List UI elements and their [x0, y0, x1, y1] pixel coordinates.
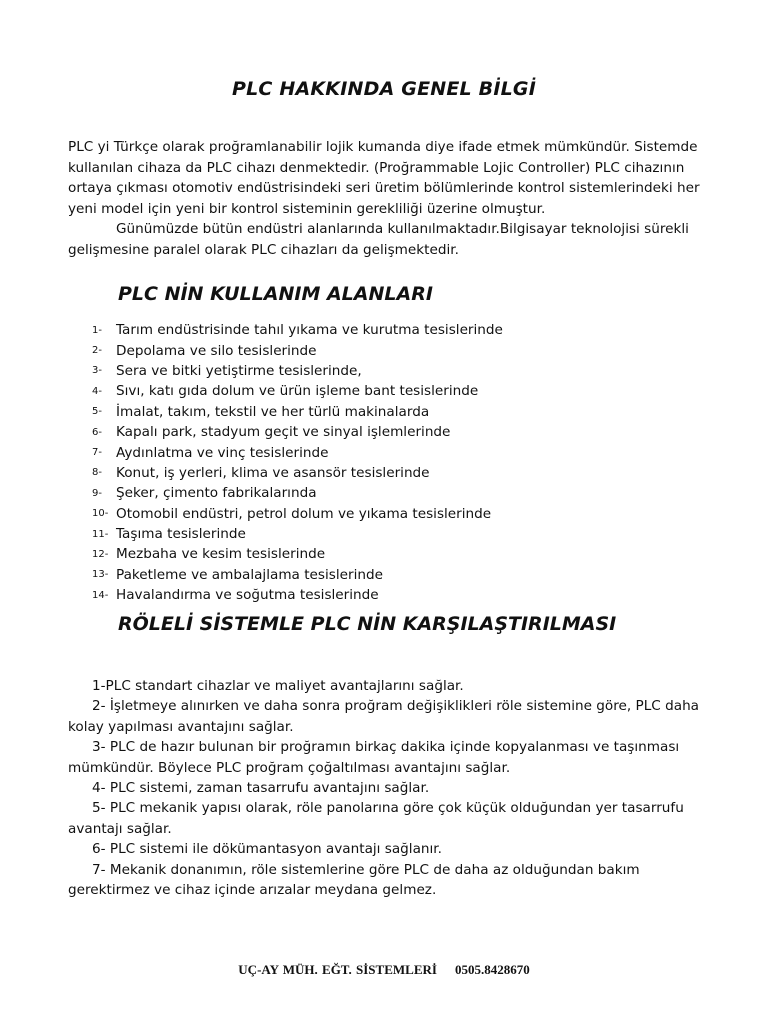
usage-item-number: 11-: [92, 528, 109, 540]
comparison-item: 3- PLC de hazır bulunan bir proğramın birkaç dakika içinde kopyalanması ve taşınması mümkündür. Böylece PLC proğram çoğaltılması avantajını sağlar.: [68, 739, 680, 776]
usage-list-item: [92, 524, 652, 544]
usage-item-text: Aydınlatma ve vinç tesislerinde: [116, 444, 329, 461]
usage-item-number: 3-: [92, 365, 102, 377]
comparison-heading: RÖLELİ SİSTEMLE PLC NİN KARŞILAŞTIRILMASI: [118, 613, 617, 635]
usage-item-text: Depolama ve silo tesislerinde: [116, 342, 317, 359]
usage-list-item: [92, 463, 652, 483]
usage-item-number: 13-: [92, 569, 109, 581]
usage-list-item: [92, 504, 652, 524]
usage-list-item: [92, 361, 652, 381]
usage-item-number: 12-: [92, 548, 109, 560]
comparison-item: 4- PLC sistemi, zaman tasarrufu avantajını sağlar.: [92, 780, 430, 797]
usage-list-item: [92, 544, 652, 564]
usage-list-item: [92, 483, 652, 503]
usage-item-text: Taşıma tesislerinde: [116, 526, 246, 543]
usage-list-item: [92, 442, 652, 462]
comparison-item: 7- Mekanik donanımın, röle sistemlerine göre PLC de daha az olduğundan bakım gerektirmez ve cihaz içinde arızalar meydana gelmez.: [68, 861, 640, 899]
intro-paragraph-1: PLC yi Türkçe olarak proğramlanabilir lojik kumanda diye ifade etmek mümkündür. Sistemde kullanılan cihaza da PLC cihazı denmektedir. (Proğrammable Lojic Controller) PLC cihazının ortaya çıkması otomotiv endüstrisindeki seri üretim bölümlerinde kontrol sistemlerindeki her yeni model için yeni bir kontrol sisteminin gerekliliği üzerine olmuştur.: [68, 139, 700, 217]
usage-item-number: 2-: [92, 345, 102, 357]
usage-list-item: [92, 320, 652, 340]
comparison-item: 2- İşletmeye alınırken ve daha sonra proğram değişiklikleri röle sistemine göre, PLC daha kolay yapılması avantajını sağlar.: [68, 698, 700, 735]
footer-phone: 0505.8428670: [454, 962, 530, 977]
intro-paragraph-2: Günümüzde bütün endüstri alanlarında kullanılmaktadır.Bilgisayar teknolojisi sürekli gelişmesine paralel olarak PLC cihazları da gelişmektedir.: [68, 221, 689, 258]
usage-item-text: Sera ve bitki yetiştirme tesislerinde,: [116, 362, 362, 379]
footer: [0, 962, 768, 978]
usage-list: [92, 320, 652, 605]
comparison-item: 1-PLC standart cihazlar ve maliyet avantajlarını sağlar.: [92, 678, 464, 694]
page-title: PLC HAKKINDA GENEL BİLGİ: [231, 78, 536, 100]
usage-item-text: Paketleme ve ambalajlama tesislerinde: [116, 566, 383, 583]
usage-list-item: [92, 422, 652, 442]
usage-item-text: Otomobil endüstri, petrol dolum ve yıkama tesislerinde: [116, 505, 492, 522]
usage-list-item: [92, 565, 652, 585]
usage-list-item: [92, 340, 652, 360]
comparison-list: [68, 676, 708, 900]
usage-item-text: Şeker, çimento fabrikalarında: [116, 485, 317, 502]
usage-item-number: 14-: [92, 589, 109, 601]
usage-item-number: 6-: [92, 426, 102, 438]
usage-list-item: [92, 585, 652, 605]
usage-item-number: 1-: [92, 324, 102, 336]
usage-item-number: 10-: [92, 508, 109, 520]
footer-company: UÇ-AY MÜH. EĞT. SİSTEMLERİ: [238, 962, 437, 977]
usage-item-text: Konut, iş yerleri, klima ve asansör tesislerinde: [116, 464, 430, 481]
usage-item-text: Havalandırma ve soğutma tesislerinde: [116, 587, 379, 604]
usage-item-text: Sıvı, katı gıda dolum ve ürün işleme bant tesislerinde: [116, 383, 479, 400]
usage-item-text: İmalat, takım, tekstil ve her türlü makinalarda: [116, 403, 430, 420]
comparison-item: 5- PLC mekanik yapısı olarak, röle panolarına göre çok küçük olduğundan yer tasarrufu avantajı sağlar.: [68, 800, 684, 837]
comparison-item: 6- PLC sistemi ile dökümantasyon avantajı sağlanır.: [92, 841, 442, 858]
intro-section: [68, 137, 708, 261]
usage-item-text: Mezbaha ve kesim tesislerinde: [116, 546, 326, 563]
usage-item-number: 9-: [92, 487, 102, 499]
usage-item-number: 4-: [92, 385, 102, 397]
usage-heading: PLC NİN KULLANIM ALANLARI: [118, 283, 433, 305]
usage-item-number: 5-: [92, 406, 102, 418]
usage-item-number: 8-: [92, 467, 102, 479]
usage-list-item: [92, 402, 652, 422]
usage-item-number: 7-: [92, 447, 102, 459]
usage-item-text: Tarım endüstrisinde tahıl yıkama ve kurutma tesislerinde: [116, 322, 503, 339]
usage-list-item: [92, 381, 652, 401]
usage-item-text: Kapalı park, stadyum geçit ve sinyal işlemlerinde: [116, 424, 451, 441]
